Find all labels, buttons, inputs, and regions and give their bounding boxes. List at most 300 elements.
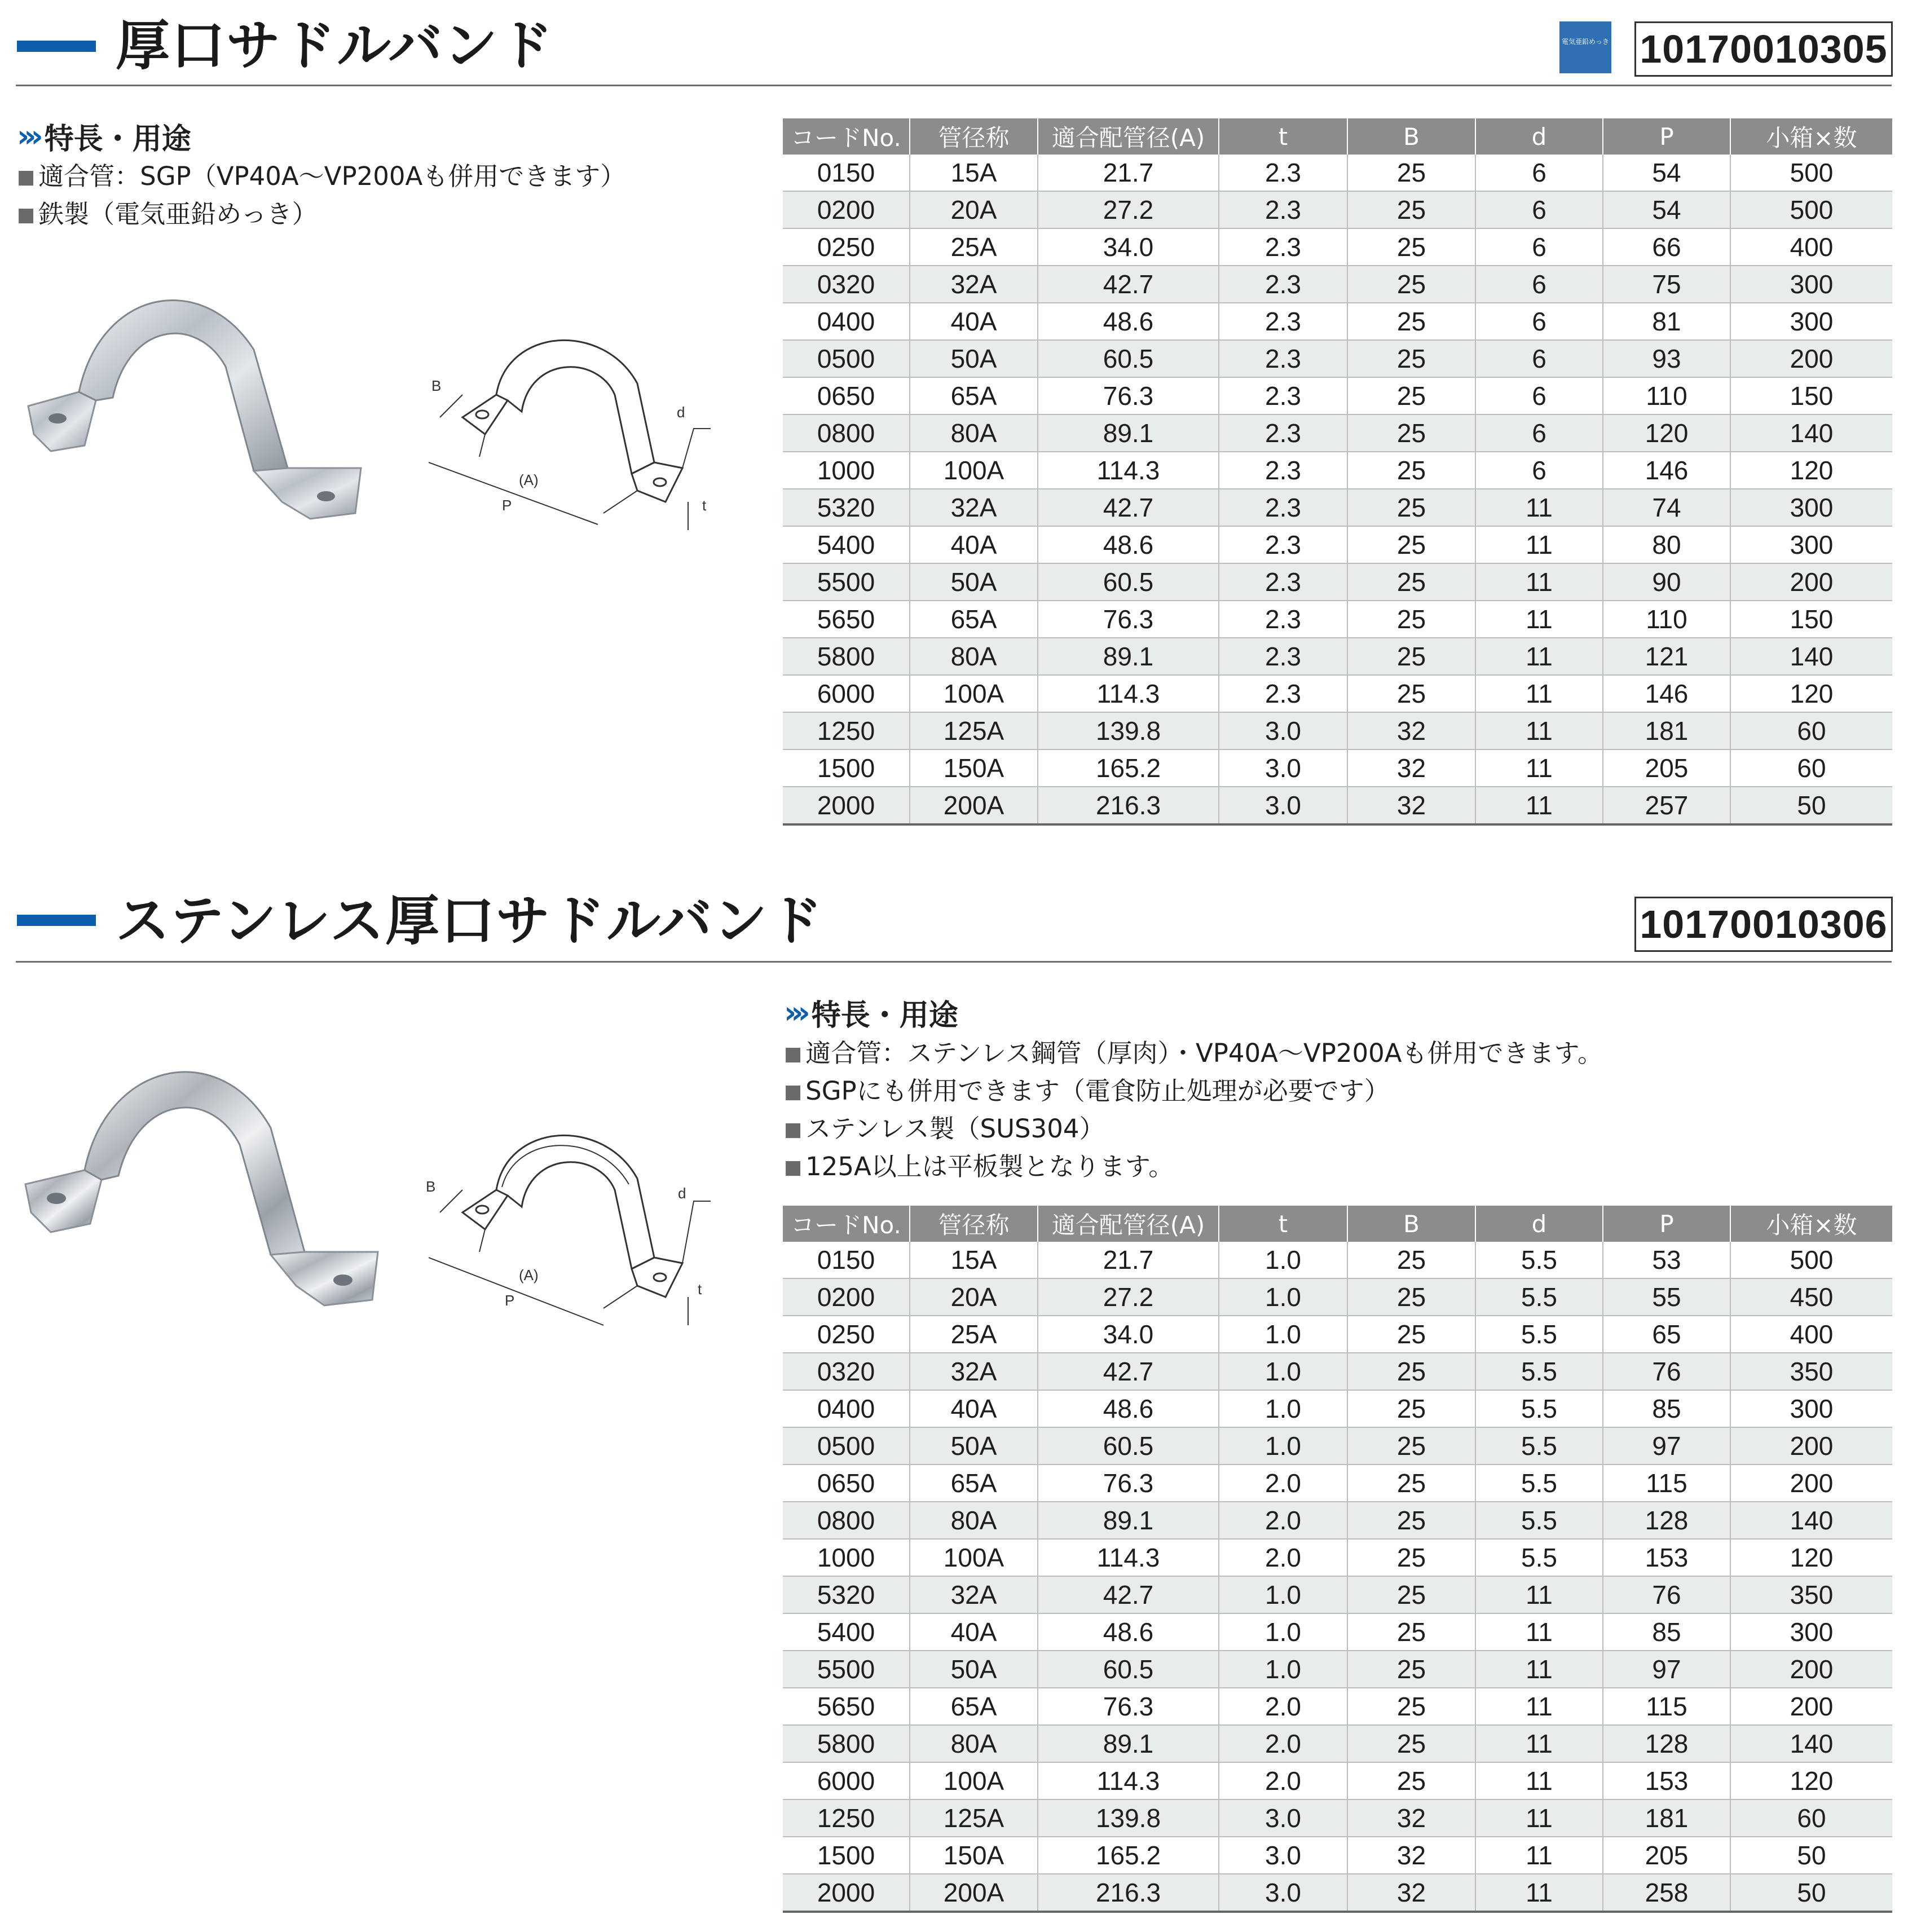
table-cell: 2.3 — [1219, 526, 1347, 563]
table-row — [783, 638, 1892, 675]
table-cell: 5.5 — [1475, 1465, 1603, 1502]
diagram-label-a: (A) — [519, 1267, 539, 1283]
table-cell: 2.3 — [1219, 191, 1347, 228]
table-cell: 32A — [910, 489, 1038, 526]
table-cell: 0320 — [783, 1353, 910, 1390]
table-cell: 2.3 — [1219, 377, 1347, 414]
table-cell: 0250 — [783, 1316, 910, 1353]
table-cell: 74 — [1603, 489, 1730, 526]
table-cell: 27.2 — [1038, 191, 1219, 228]
table-cell: 60 — [1730, 712, 1892, 749]
table-cell: 1250 — [783, 1799, 910, 1837]
table-row — [783, 675, 1892, 712]
column-header: 小箱×数 — [1730, 118, 1892, 155]
table-cell: 100A — [910, 1539, 1038, 1576]
table-cell: 60.5 — [1038, 563, 1219, 601]
table-cell: 25 — [1347, 1316, 1475, 1353]
table-cell: 139.8 — [1038, 1799, 1219, 1837]
table-cell: 300 — [1730, 1613, 1892, 1651]
table-cell: 6 — [1475, 191, 1603, 228]
plating-badge-label: 電気亜鉛めっき — [1562, 38, 1609, 46]
table-cell: 25 — [1347, 1427, 1475, 1465]
table-cell: 5.5 — [1475, 1278, 1603, 1316]
table-cell: 150 — [1730, 601, 1892, 638]
table-cell: 25 — [1347, 1278, 1475, 1316]
table-cell: 6 — [1475, 414, 1603, 452]
table-cell: 5500 — [783, 1651, 910, 1688]
table-cell: 3.0 — [1219, 1799, 1347, 1837]
table-cell: 0400 — [783, 1390, 910, 1427]
dimension-diagram — [417, 1117, 722, 1342]
table-cell: 165.2 — [1038, 1837, 1219, 1874]
table-cell: 5.5 — [1475, 1390, 1603, 1427]
feature-item: ■ 125A以上は平板製となります。 — [784, 1148, 1603, 1186]
table-cell: 50A — [910, 563, 1038, 601]
table-cell: 65 — [1603, 1316, 1730, 1353]
table-row — [783, 155, 1892, 191]
table-cell: 3.0 — [1219, 1874, 1347, 1912]
features-heading-label: 特長・用途 — [44, 122, 191, 156]
table-cell: 42.7 — [1038, 1576, 1219, 1613]
table-cell: 40A — [910, 1390, 1038, 1427]
table-cell: 146 — [1603, 675, 1730, 712]
table-cell: 80A — [910, 414, 1038, 452]
table-cell: 216.3 — [1038, 787, 1219, 824]
table-cell: 32 — [1347, 712, 1475, 749]
table-cell: 48.6 — [1038, 1390, 1219, 1427]
table-cell: 11 — [1475, 1688, 1603, 1725]
table-cell: 75 — [1603, 266, 1730, 303]
table-cell: 11 — [1475, 787, 1603, 824]
section-1-divider — [16, 85, 1892, 86]
stainless-saddle-band-photo — [17, 1026, 400, 1325]
table-row — [783, 1688, 1892, 1725]
table-cell: 11 — [1475, 1799, 1603, 1837]
table-cell: 139.8 — [1038, 712, 1219, 749]
table-cell: 25 — [1347, 563, 1475, 601]
table-cell: 140 — [1730, 1725, 1892, 1762]
table-cell: 450 — [1730, 1278, 1892, 1316]
column-header: 管径称 — [910, 118, 1038, 155]
table-cell: 42.7 — [1038, 1353, 1219, 1390]
table-row — [783, 1353, 1892, 1390]
table-cell: 110 — [1603, 377, 1730, 414]
table-cell: 2.3 — [1219, 452, 1347, 489]
table-cell: 5320 — [783, 489, 910, 526]
table-row — [783, 1613, 1892, 1651]
table-cell: 25 — [1347, 340, 1475, 377]
table-cell: 32A — [910, 1353, 1038, 1390]
table-cell: 80 — [1603, 526, 1730, 563]
table-cell: 0150 — [783, 1242, 910, 1278]
table-cell: 120 — [1730, 675, 1892, 712]
table-row — [783, 712, 1892, 749]
table-cell: 11 — [1475, 489, 1603, 526]
table-cell: 32A — [910, 266, 1038, 303]
table-cell: 60 — [1730, 749, 1892, 787]
table-cell: 60 — [1730, 1799, 1892, 1837]
table-cell: 200A — [910, 787, 1038, 824]
table-row — [783, 1874, 1892, 1912]
table-cell: 200 — [1730, 563, 1892, 601]
table-cell: 32 — [1347, 787, 1475, 824]
table-cell: 50A — [910, 1651, 1038, 1688]
table-cell: 1.0 — [1219, 1613, 1347, 1651]
table-cell: 34.0 — [1038, 228, 1219, 266]
table-cell: 11 — [1475, 675, 1603, 712]
table-cell: 76.3 — [1038, 601, 1219, 638]
table-cell: 1500 — [783, 1837, 910, 1874]
table-cell: 11 — [1475, 563, 1603, 601]
table-cell: 32 — [1347, 1874, 1475, 1912]
table-cell: 120 — [1730, 1539, 1892, 1576]
table-cell: 60.5 — [1038, 340, 1219, 377]
spec-table-1 — [783, 118, 1892, 826]
table-cell: 120 — [1730, 452, 1892, 489]
table-cell: 114.3 — [1038, 675, 1219, 712]
table-row — [783, 526, 1892, 563]
table-cell: 2.0 — [1219, 1762, 1347, 1799]
table-cell: 1250 — [783, 712, 910, 749]
table-cell: 140 — [1730, 638, 1892, 675]
table-cell: 25 — [1347, 1613, 1475, 1651]
column-header: コードNo. — [783, 118, 910, 155]
table-cell: 1.0 — [1219, 1576, 1347, 1613]
table-cell: 150 — [1730, 377, 1892, 414]
table-cell: 200 — [1730, 340, 1892, 377]
table-header-row — [783, 1206, 1892, 1242]
column-header: 適合配管径(A) — [1038, 1206, 1219, 1242]
table-cell: 2.0 — [1219, 1725, 1347, 1762]
table-cell: 300 — [1730, 526, 1892, 563]
feature-item: ■ 適合管：SGP（VP40A〜VP200Aも併用できます） — [17, 158, 625, 196]
table-cell: 300 — [1730, 1390, 1892, 1427]
table-cell: 5400 — [783, 1613, 910, 1651]
table-row — [783, 1242, 1892, 1278]
table-cell: 110 — [1603, 601, 1730, 638]
table-cell: 6 — [1475, 303, 1603, 340]
table-row — [783, 452, 1892, 489]
table-cell: 65A — [910, 1465, 1038, 1502]
table-cell: 0800 — [783, 1502, 910, 1539]
table-cell: 0800 — [783, 414, 910, 452]
table-cell: 165.2 — [1038, 749, 1219, 787]
table-cell: 5.5 — [1475, 1427, 1603, 1465]
table-cell: 0650 — [783, 377, 910, 414]
table-cell: 2.3 — [1219, 303, 1347, 340]
diagram-label-d: d — [677, 404, 685, 421]
table-cell: 25 — [1347, 1242, 1475, 1278]
table-cell: 25 — [1347, 1465, 1475, 1502]
table-cell: 25 — [1347, 1390, 1475, 1427]
table-cell: 0200 — [783, 191, 910, 228]
dimension-diagram — [417, 316, 722, 547]
table-cell: 54 — [1603, 191, 1730, 228]
table-cell: 115 — [1603, 1688, 1730, 1725]
table-cell: 5.5 — [1475, 1316, 1603, 1353]
table-cell: 97 — [1603, 1427, 1730, 1465]
table-cell: 40A — [910, 303, 1038, 340]
table-cell: 120 — [1730, 1762, 1892, 1799]
table-cell: 65A — [910, 601, 1038, 638]
table-cell: 2.3 — [1219, 563, 1347, 601]
column-header: d — [1475, 1206, 1603, 1242]
diagram-label-a: (A) — [519, 471, 539, 488]
table-cell: 1.0 — [1219, 1390, 1347, 1427]
table-cell: 60.5 — [1038, 1651, 1219, 1688]
table-cell: 5320 — [783, 1576, 910, 1613]
feature-item: ■ 適合管：ステンレス鋼管（厚肉）・VP40A〜VP200Aも併用できます。 — [784, 1035, 1603, 1073]
table-cell: 34.0 — [1038, 1316, 1219, 1353]
table-cell: 25 — [1347, 526, 1475, 563]
table-cell: 11 — [1475, 1874, 1603, 1912]
table-cell: 97 — [1603, 1651, 1730, 1688]
table-row — [783, 303, 1892, 340]
table-row — [783, 377, 1892, 414]
table-cell: 48.6 — [1038, 526, 1219, 563]
table-cell: 146 — [1603, 452, 1730, 489]
table-cell: 11 — [1475, 1651, 1603, 1688]
table-cell: 6 — [1475, 228, 1603, 266]
table-cell: 76.3 — [1038, 1688, 1219, 1725]
table-cell: 500 — [1730, 1242, 1892, 1278]
diagram-label-d: d — [678, 1185, 686, 1202]
table-cell: 25 — [1347, 638, 1475, 675]
table-cell: 5400 — [783, 526, 910, 563]
table-cell: 500 — [1730, 191, 1892, 228]
table-cell: 25 — [1347, 601, 1475, 638]
table-cell: 2.0 — [1219, 1539, 1347, 1576]
table-row — [783, 1762, 1892, 1799]
table-cell: 128 — [1603, 1502, 1730, 1539]
table-row — [783, 749, 1892, 787]
table-row — [783, 1502, 1892, 1539]
table-row — [783, 228, 1892, 266]
table-row — [783, 1725, 1892, 1762]
table-cell: 65A — [910, 1688, 1038, 1725]
table-cell: 181 — [1603, 712, 1730, 749]
diagram-label-b: B — [426, 1178, 436, 1195]
table-cell: 25A — [910, 228, 1038, 266]
table-cell: 150A — [910, 1837, 1038, 1874]
column-header: t — [1219, 1206, 1347, 1242]
table-row — [783, 191, 1892, 228]
section-1-title: 厚口サドルバンド — [116, 14, 554, 77]
table-cell: 1.0 — [1219, 1353, 1347, 1390]
table-cell: 25 — [1347, 266, 1475, 303]
spec-table-2 — [783, 1206, 1892, 1913]
column-header: コードNo. — [783, 1206, 910, 1242]
table-cell: 2.0 — [1219, 1502, 1347, 1539]
table-cell: 2.0 — [1219, 1688, 1347, 1725]
table-cell: 11 — [1475, 749, 1603, 787]
table-cell: 11 — [1475, 712, 1603, 749]
section-2-divider — [16, 961, 1892, 963]
table-cell: 2.3 — [1219, 266, 1347, 303]
table-row — [783, 266, 1892, 303]
table-cell: 32A — [910, 1576, 1038, 1613]
table-cell: 25 — [1347, 228, 1475, 266]
table-row — [783, 489, 1892, 526]
table-cell: 5500 — [783, 563, 910, 601]
table-row — [783, 1539, 1892, 1576]
table-cell: 25 — [1347, 1762, 1475, 1799]
diagram-label-b: B — [431, 377, 442, 394]
table-cell: 3.0 — [1219, 749, 1347, 787]
table-cell: 114.3 — [1038, 1762, 1219, 1799]
table-cell: 200 — [1730, 1688, 1892, 1725]
column-header: 管径称 — [910, 1206, 1038, 1242]
column-header: 適合配管径(A) — [1038, 118, 1219, 155]
table-cell: 5.5 — [1475, 1353, 1603, 1390]
table-cell: 40A — [910, 1613, 1038, 1651]
table-cell: 2000 — [783, 1874, 910, 1912]
table-cell: 50 — [1730, 787, 1892, 824]
table-cell: 25 — [1347, 1651, 1475, 1688]
table-cell: 153 — [1603, 1762, 1730, 1799]
table-cell: 100A — [910, 452, 1038, 489]
table-cell: 50A — [910, 340, 1038, 377]
table-cell: 20A — [910, 191, 1038, 228]
table-cell: 181 — [1603, 1799, 1730, 1837]
table-cell: 25 — [1347, 155, 1475, 191]
table-cell: 48.6 — [1038, 1613, 1219, 1651]
feature-item: ■ SGPにも併用できます（電食防止処理が必要です） — [784, 1073, 1603, 1110]
table-cell: 76.3 — [1038, 377, 1219, 414]
features-heading-label: 特長・用途 — [811, 999, 958, 1033]
table-cell: 11 — [1475, 526, 1603, 563]
table-cell: 80A — [910, 638, 1038, 675]
table-cell: 300 — [1730, 266, 1892, 303]
table-cell: 6000 — [783, 1762, 910, 1799]
feature-item: ■ ステンレス製（SUS304） — [784, 1110, 1603, 1148]
table-cell: 216.3 — [1038, 1874, 1219, 1912]
table-cell: 6 — [1475, 377, 1603, 414]
column-header: P — [1603, 118, 1730, 155]
table-cell: 257 — [1603, 787, 1730, 824]
table-cell: 258 — [1603, 1874, 1730, 1912]
table-cell: 6 — [1475, 452, 1603, 489]
table-cell: 1.0 — [1219, 1242, 1347, 1278]
table-cell: 121 — [1603, 638, 1730, 675]
table-cell: 25 — [1347, 303, 1475, 340]
table-cell: 2.3 — [1219, 414, 1347, 452]
column-header: d — [1475, 118, 1603, 155]
table-cell: 89.1 — [1038, 1725, 1219, 1762]
table-cell: 2.3 — [1219, 638, 1347, 675]
saddle-band-photo — [17, 265, 378, 541]
table-cell: 48.6 — [1038, 303, 1219, 340]
table-cell: 50 — [1730, 1874, 1892, 1912]
table-cell: 1000 — [783, 1539, 910, 1576]
table-cell: 114.3 — [1038, 1539, 1219, 1576]
table-row — [783, 1576, 1892, 1613]
table-cell: 2.3 — [1219, 155, 1347, 191]
table-cell: 0320 — [783, 266, 910, 303]
table-cell: 140 — [1730, 1502, 1892, 1539]
table-header-row — [783, 118, 1892, 155]
table-row — [783, 1316, 1892, 1353]
table-cell: 25 — [1347, 1539, 1475, 1576]
table-cell: 76 — [1603, 1353, 1730, 1390]
table-cell: 0400 — [783, 303, 910, 340]
table-cell: 0250 — [783, 228, 910, 266]
table-cell: 15A — [910, 155, 1038, 191]
table-cell: 200 — [1730, 1651, 1892, 1688]
table-cell: 80A — [910, 1502, 1038, 1539]
table-cell: 11 — [1475, 1613, 1603, 1651]
table-row — [783, 340, 1892, 377]
table-cell: 53 — [1603, 1242, 1730, 1278]
table-cell: 80A — [910, 1725, 1038, 1762]
table-cell: 0200 — [783, 1278, 910, 1316]
chevron-right-icon: ››› — [17, 118, 38, 154]
section-1-features-heading — [17, 115, 191, 157]
table-cell: 15A — [910, 1242, 1038, 1278]
table-cell: 0650 — [783, 1465, 910, 1502]
table-cell: 25 — [1347, 1502, 1475, 1539]
column-header: B — [1347, 1206, 1475, 1242]
table-cell: 1.0 — [1219, 1316, 1347, 1353]
table-cell: 21.7 — [1038, 155, 1219, 191]
table-cell: 90 — [1603, 563, 1730, 601]
table-cell: 42.7 — [1038, 266, 1219, 303]
table-cell: 5.5 — [1475, 1502, 1603, 1539]
column-header: t — [1219, 118, 1347, 155]
table-cell: 300 — [1730, 303, 1892, 340]
section-2-title: ステンレス厚口サドルバンド — [116, 889, 824, 952]
table-cell: 55 — [1603, 1278, 1730, 1316]
table-row — [783, 1390, 1892, 1427]
table-row — [783, 1837, 1892, 1874]
table-cell: 114.3 — [1038, 452, 1219, 489]
table-cell: 11 — [1475, 601, 1603, 638]
table-cell: 5.5 — [1475, 1539, 1603, 1576]
table-cell: 6 — [1475, 266, 1603, 303]
table-row — [783, 1427, 1892, 1465]
table-cell: 500 — [1730, 155, 1892, 191]
table-cell: 93 — [1603, 340, 1730, 377]
table-cell: 89.1 — [1038, 414, 1219, 452]
table-cell: 140 — [1730, 414, 1892, 452]
table-cell: 100A — [910, 675, 1038, 712]
section-2-title-bar — [17, 915, 96, 926]
table-cell: 27.2 — [1038, 1278, 1219, 1316]
table-cell: 2000 — [783, 787, 910, 824]
table-cell: 125A — [910, 712, 1038, 749]
table-cell: 50 — [1730, 1837, 1892, 1874]
table-cell: 2.3 — [1219, 228, 1347, 266]
table-cell: 25A — [910, 1316, 1038, 1353]
table-cell: 32 — [1347, 1799, 1475, 1837]
table-row — [783, 787, 1892, 824]
table-cell: 1.0 — [1219, 1651, 1347, 1688]
table-cell: 20A — [910, 1278, 1038, 1316]
table-cell: 350 — [1730, 1576, 1892, 1613]
table-cell: 89.1 — [1038, 638, 1219, 675]
table-cell: 50A — [910, 1427, 1038, 1465]
table-cell: 2.3 — [1219, 601, 1347, 638]
table-cell: 125A — [910, 1799, 1038, 1837]
table-row — [783, 1278, 1892, 1316]
table-cell: 2.3 — [1219, 340, 1347, 377]
table-cell: 21.7 — [1038, 1242, 1219, 1278]
table-cell: 2.3 — [1219, 675, 1347, 712]
table-cell: 11 — [1475, 638, 1603, 675]
chevron-right-icon: ››› — [784, 995, 805, 1030]
diagram-label-t: t — [698, 1281, 702, 1298]
table-cell: 200 — [1730, 1465, 1892, 1502]
